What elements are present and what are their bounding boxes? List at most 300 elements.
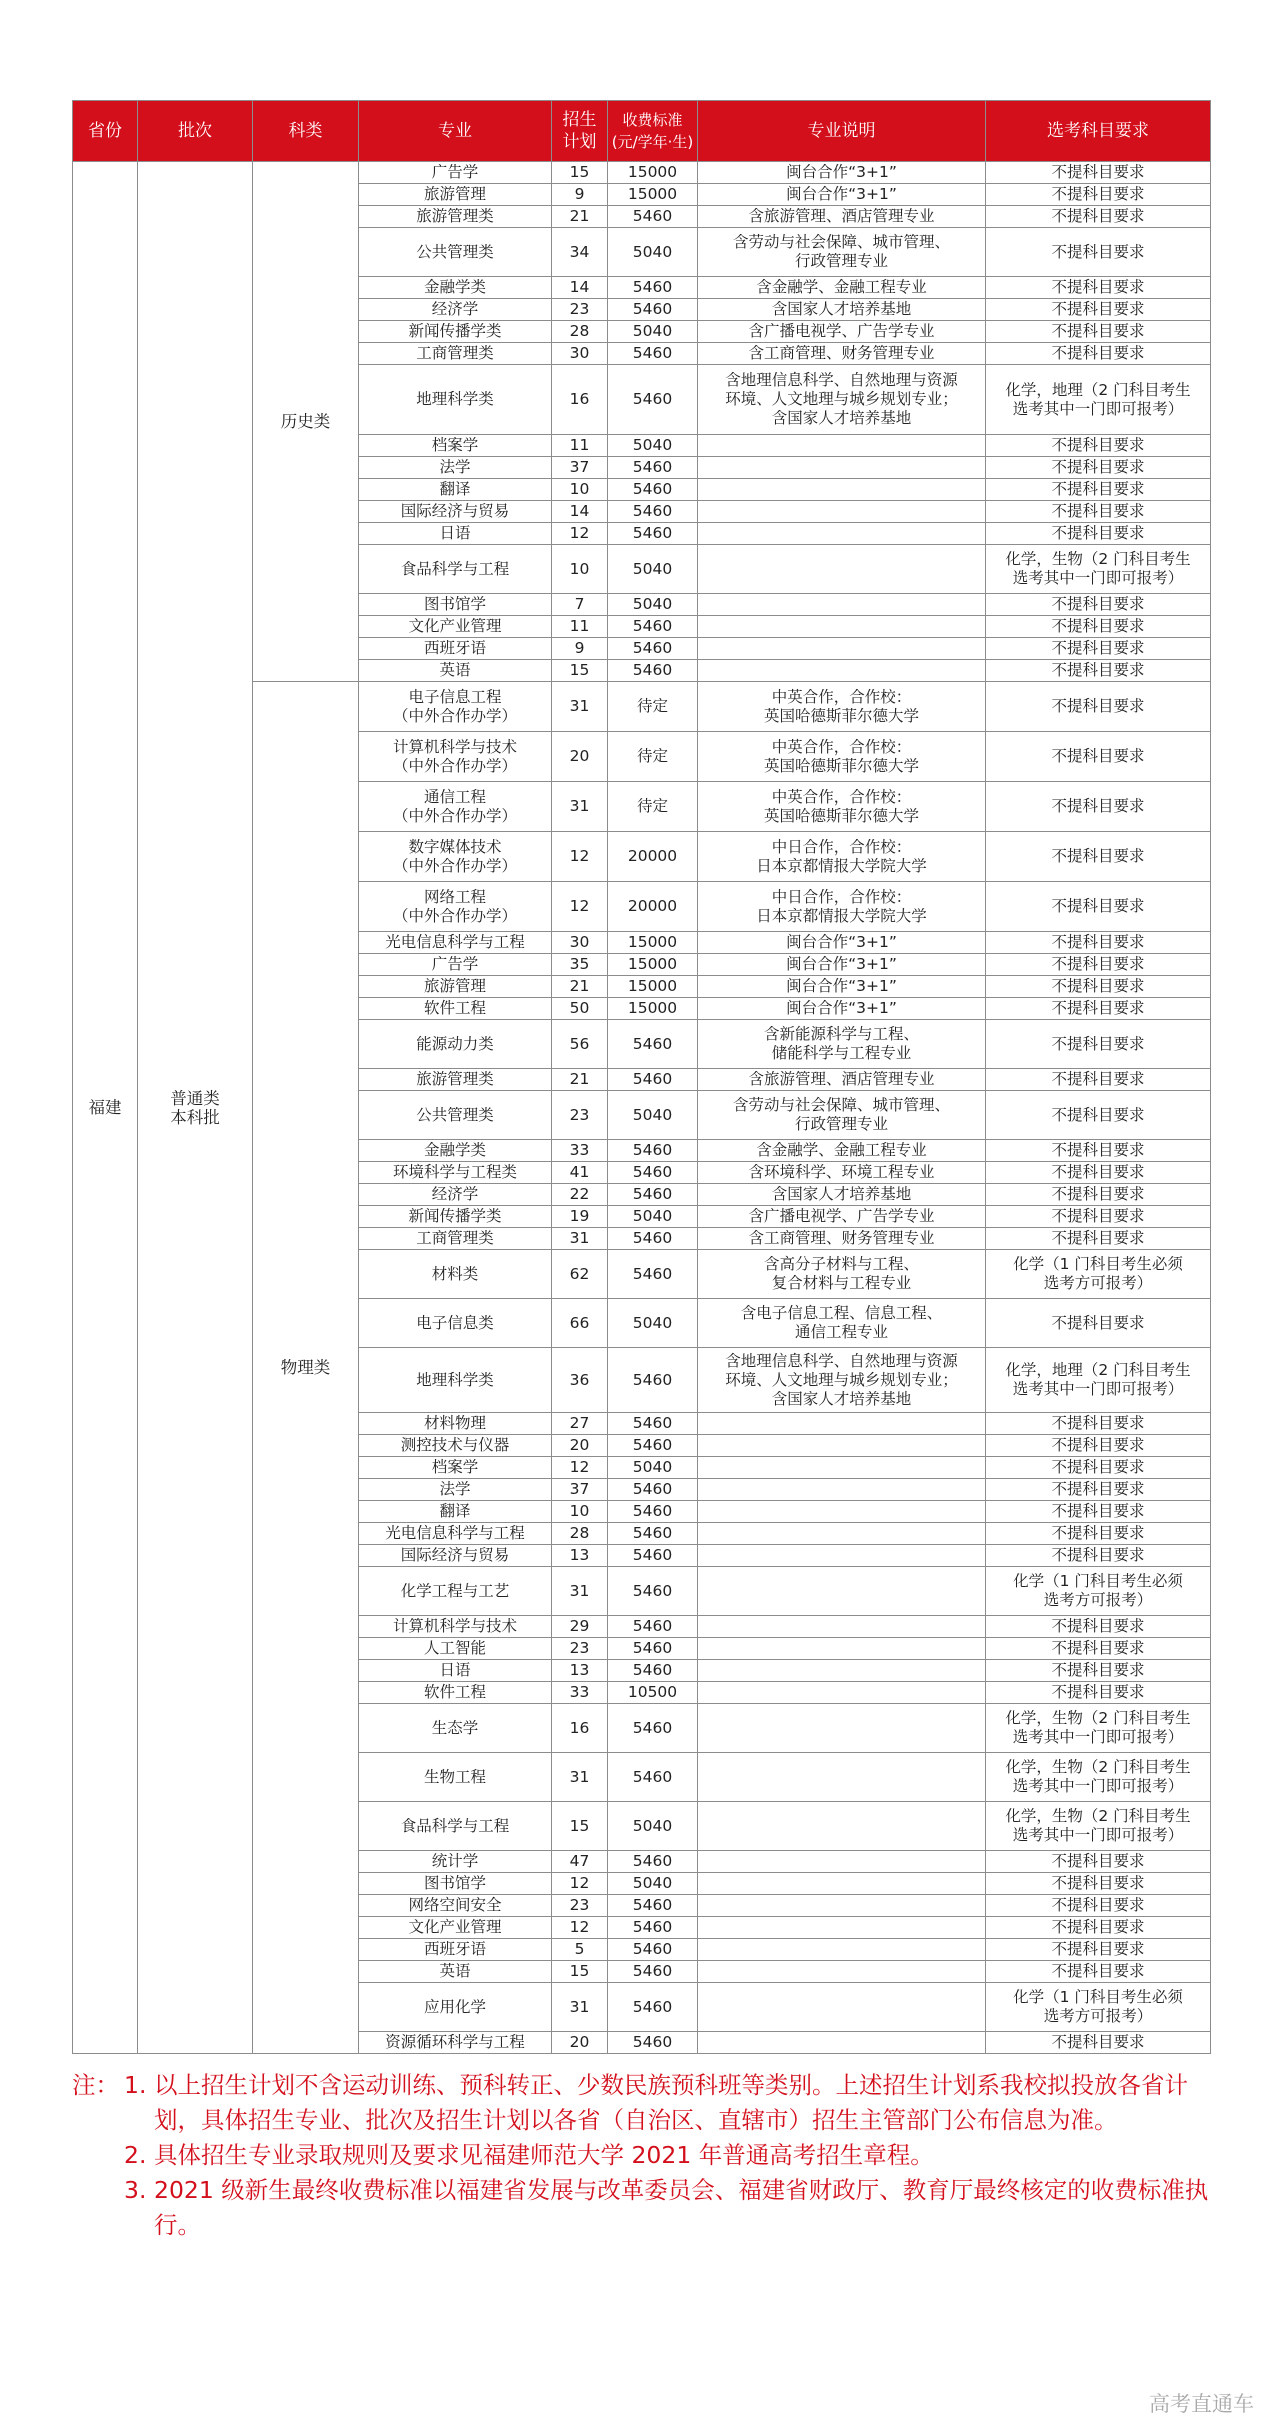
fee-cell: 5460	[608, 299, 698, 321]
fee-cell: 5040	[608, 1873, 698, 1895]
fee-cell: 5460	[608, 1704, 698, 1753]
subject-requirement-cell: 不提科目要求	[986, 1162, 1211, 1184]
header-major-note: 专业说明	[698, 101, 986, 162]
plan-cell: 34	[552, 228, 608, 277]
plan-cell: 27	[552, 1413, 608, 1435]
subject-requirement-cell: 不提科目要求	[986, 954, 1211, 976]
plan-cell: 47	[552, 1851, 608, 1873]
fee-cell: 5460	[608, 501, 698, 523]
subject-requirement-cell: 化学，地理（2 门科目考生 选考其中一门即可报考）	[986, 1348, 1211, 1413]
major-cell: 日语	[359, 523, 552, 545]
major-cell: 公共管理类	[359, 1091, 552, 1140]
plan-cell: 10	[552, 545, 608, 594]
major-note-cell	[698, 1753, 986, 1802]
plan-cell: 5	[552, 1939, 608, 1961]
major-note-cell: 含工商管理、财务管理专业	[698, 1228, 986, 1250]
plan-cell: 31	[552, 1753, 608, 1802]
major-note-cell	[698, 1917, 986, 1939]
major-note-cell	[698, 660, 986, 682]
major-cell: 新闻传播学类	[359, 1206, 552, 1228]
header-batch: 批次	[138, 101, 253, 162]
subject-requirement-cell: 不提科目要求	[986, 1091, 1211, 1140]
subject-requirement-cell: 不提科目要求	[986, 1851, 1211, 1873]
fee-cell: 待定	[608, 682, 698, 732]
major-note-cell: 含劳动与社会保障、城市管理、 行政管理专业	[698, 1091, 986, 1140]
fee-cell: 5460	[608, 1851, 698, 1873]
plan-cell: 19	[552, 1206, 608, 1228]
header-subject-requirement: 选考科目要求	[986, 101, 1211, 162]
fee-cell: 5040	[608, 594, 698, 616]
major-note-cell: 含高分子材料与工程、 复合材料与工程专业	[698, 1250, 986, 1299]
major-cell: 档案学	[359, 1457, 552, 1479]
major-note-cell	[698, 616, 986, 638]
subject-requirement-cell: 不提科目要求	[986, 1660, 1211, 1682]
major-cell: 计算机科学与技术	[359, 1616, 552, 1638]
major-cell: 食品科学与工程	[359, 1802, 552, 1851]
fee-cell: 15000	[608, 954, 698, 976]
subject-requirement-cell: 不提科目要求	[986, 1939, 1211, 1961]
plan-cell: 33	[552, 1682, 608, 1704]
subject-requirement-cell: 不提科目要求	[986, 1682, 1211, 1704]
major-note-cell	[698, 1545, 986, 1567]
plan-cell: 13	[552, 1545, 608, 1567]
fee-cell: 5460	[608, 1983, 698, 2032]
batch-cell: 普通类 本科批	[138, 162, 253, 2054]
plan-cell: 21	[552, 976, 608, 998]
plan-cell: 33	[552, 1140, 608, 1162]
plan-cell: 7	[552, 594, 608, 616]
major-note-cell: 含国家人才培养基地	[698, 299, 986, 321]
major-note-cell	[698, 1682, 986, 1704]
major-note-cell: 含新能源科学与工程、 储能科学与工程专业	[698, 1020, 986, 1069]
subject-requirement-cell: 不提科目要求	[986, 1206, 1211, 1228]
major-note-cell: 含旅游管理、酒店管理专业	[698, 206, 986, 228]
plan-cell: 15	[552, 1961, 608, 1983]
plan-cell: 23	[552, 1638, 608, 1660]
plan-cell: 21	[552, 206, 608, 228]
plan-cell: 35	[552, 954, 608, 976]
major-cell: 翻译	[359, 1501, 552, 1523]
subject-requirement-cell: 不提科目要求	[986, 976, 1211, 998]
subject-requirement-cell: 化学（1 门科目考生必须 选考方可报考）	[986, 1250, 1211, 1299]
major-cell: 西班牙语	[359, 638, 552, 660]
major-note-cell	[698, 501, 986, 523]
plan-cell: 11	[552, 435, 608, 457]
major-cell: 电子信息工程 （中外合作办学）	[359, 682, 552, 732]
subject-requirement-cell: 不提科目要求	[986, 616, 1211, 638]
major-note-cell	[698, 1616, 986, 1638]
major-note-cell: 含国家人才培养基地	[698, 1184, 986, 1206]
major-note-cell: 闽台合作“3+1”	[698, 976, 986, 998]
subject-requirement-cell: 不提科目要求	[986, 882, 1211, 932]
fee-cell: 5460	[608, 1479, 698, 1501]
major-cell: 计算机科学与技术 （中外合作办学）	[359, 732, 552, 782]
subject-requirement-cell: 不提科目要求	[986, 2032, 1211, 2054]
footnote-text: 以上招生计划不含运动训练、预科转正、少数民族预科班等类别。上述招生计划系我校拟投放各省计划，具体招生专业、批次及招生计划以各省（自治区、直辖市）招生主管部门公布信息为准。	[154, 2071, 1188, 2134]
fee-cell: 待定	[608, 732, 698, 782]
plan-cell: 31	[552, 1983, 608, 2032]
subject-requirement-cell: 不提科目要求	[986, 501, 1211, 523]
major-cell: 图书馆学	[359, 594, 552, 616]
plan-cell: 56	[552, 1020, 608, 1069]
fee-cell: 5460	[608, 206, 698, 228]
major-cell: 旅游管理	[359, 976, 552, 998]
major-cell: 图书馆学	[359, 1873, 552, 1895]
fee-cell: 5460	[608, 1616, 698, 1638]
fee-cell: 15000	[608, 162, 698, 184]
plan-cell: 37	[552, 1479, 608, 1501]
subject-requirement-cell: 不提科目要求	[986, 206, 1211, 228]
province-cell: 福建	[73, 162, 138, 2054]
major-cell: 工商管理类	[359, 1228, 552, 1250]
subject-requirement-cell: 不提科目要求	[986, 932, 1211, 954]
plan-cell: 20	[552, 1435, 608, 1457]
fee-cell: 5460	[608, 1567, 698, 1616]
fee-cell: 5460	[608, 1069, 698, 1091]
fee-cell: 5460	[608, 1184, 698, 1206]
major-cell: 资源循环科学与工程	[359, 2032, 552, 2054]
fee-cell: 5460	[608, 616, 698, 638]
plan-cell: 13	[552, 1660, 608, 1682]
subject-requirement-cell: 不提科目要求	[986, 782, 1211, 832]
table-row	[73, 162, 1211, 184]
major-cell: 网络工程 （中外合作办学）	[359, 882, 552, 932]
subject-requirement-cell: 不提科目要求	[986, 228, 1211, 277]
subject-requirement-cell: 不提科目要求	[986, 1638, 1211, 1660]
major-note-cell	[698, 1457, 986, 1479]
major-note-cell: 含旅游管理、酒店管理专业	[698, 1069, 986, 1091]
fee-cell: 15000	[608, 932, 698, 954]
fee-cell: 5040	[608, 1206, 698, 1228]
major-note-cell	[698, 2032, 986, 2054]
major-cell: 西班牙语	[359, 1939, 552, 1961]
subject-requirement-cell: 不提科目要求	[986, 1917, 1211, 1939]
subject-requirement-cell: 不提科目要求	[986, 299, 1211, 321]
fee-cell: 5460	[608, 523, 698, 545]
subject-requirement-cell: 不提科目要求	[986, 1479, 1211, 1501]
subject-requirement-cell: 化学，生物（2 门科目考生 选考其中一门即可报考）	[986, 545, 1211, 594]
fee-cell: 待定	[608, 782, 698, 832]
fee-cell: 5460	[608, 457, 698, 479]
subject-requirement-cell: 不提科目要求	[986, 998, 1211, 1020]
subject-requirement-cell: 化学，生物（2 门科目考生 选考其中一门即可报考）	[986, 1704, 1211, 1753]
subject-requirement-cell: 不提科目要求	[986, 660, 1211, 682]
category-cell: 物理类	[253, 682, 359, 2054]
subject-requirement-cell: 不提科目要求	[986, 594, 1211, 616]
subject-requirement-cell: 不提科目要求	[986, 1228, 1211, 1250]
fee-cell: 20000	[608, 882, 698, 932]
major-cell: 电子信息类	[359, 1299, 552, 1348]
category-cell: 历史类	[253, 162, 359, 682]
major-note-cell	[698, 435, 986, 457]
plan-cell: 31	[552, 782, 608, 832]
subject-requirement-cell: 不提科目要求	[986, 1501, 1211, 1523]
subject-requirement-cell: 化学（1 门科目考生必须 选考方可报考）	[986, 1983, 1211, 2032]
fee-cell: 15000	[608, 998, 698, 1020]
plan-cell: 12	[552, 523, 608, 545]
major-cell: 数字媒体技术 （中外合作办学）	[359, 832, 552, 882]
major-note-cell: 含地理信息科学、自然地理与资源 环境、人文地理与城乡规划专业； 含国家人才培养基地	[698, 365, 986, 435]
fee-cell: 5040	[608, 435, 698, 457]
major-cell: 广告学	[359, 954, 552, 976]
header-plan: 招生 计划	[552, 101, 608, 162]
subject-requirement-cell: 不提科目要求	[986, 457, 1211, 479]
watermark: 高考直通车	[1149, 2392, 1254, 2416]
plan-cell: 31	[552, 1228, 608, 1250]
major-note-cell: 闽台合作“3+1”	[698, 998, 986, 1020]
major-note-cell: 含地理信息科学、自然地理与资源 环境、人文地理与城乡规划专业； 含国家人才培养基地	[698, 1348, 986, 1413]
fee-cell: 5460	[608, 1660, 698, 1682]
fee-cell: 10500	[608, 1682, 698, 1704]
major-cell: 英语	[359, 660, 552, 682]
major-note-cell	[698, 1413, 986, 1435]
footnote-number: 3.	[124, 2176, 147, 2204]
fee-cell: 5460	[608, 1228, 698, 1250]
header-province: 省份	[73, 101, 138, 162]
major-cell: 能源动力类	[359, 1020, 552, 1069]
plan-cell: 23	[552, 1091, 608, 1140]
major-cell: 金融学类	[359, 277, 552, 299]
fee-cell: 5040	[608, 1802, 698, 1851]
fee-cell: 5460	[608, 1348, 698, 1413]
fee-cell: 5460	[608, 2032, 698, 2054]
fee-cell: 5460	[608, 1638, 698, 1660]
footnote-text: 2021 级新生最终收费标准以福建省发展与改革委员会、福建省财政厅、教育厅最终核定的收费标准执行。	[154, 2176, 1209, 2239]
major-note-cell	[698, 1523, 986, 1545]
major-cell: 化学工程与工艺	[359, 1567, 552, 1616]
major-note-cell	[698, 1873, 986, 1895]
subject-requirement-cell: 不提科目要求	[986, 277, 1211, 299]
plan-cell: 12	[552, 882, 608, 932]
fee-cell: 5040	[608, 1457, 698, 1479]
major-note-cell: 中日合作，合作校： 日本京都情报大学院大学	[698, 882, 986, 932]
major-note-cell	[698, 1479, 986, 1501]
fee-cell: 5460	[608, 1917, 698, 1939]
major-cell: 旅游管理类	[359, 206, 552, 228]
header-fee: 收费标准 (元/学年·生)	[608, 101, 698, 162]
fee-cell: 5460	[608, 660, 698, 682]
major-note-cell	[698, 1851, 986, 1873]
plan-cell: 9	[552, 184, 608, 206]
major-cell: 工商管理类	[359, 343, 552, 365]
major-note-cell	[698, 1704, 986, 1753]
plan-cell: 15	[552, 162, 608, 184]
plan-cell: 10	[552, 1501, 608, 1523]
major-cell: 文化产业管理	[359, 616, 552, 638]
subject-requirement-cell: 不提科目要求	[986, 479, 1211, 501]
fee-cell: 5040	[608, 545, 698, 594]
plan-cell: 15	[552, 1802, 608, 1851]
subject-requirement-cell: 不提科目要求	[986, 162, 1211, 184]
subject-requirement-cell: 不提科目要求	[986, 1873, 1211, 1895]
plan-cell: 20	[552, 2032, 608, 2054]
fee-cell: 5040	[608, 1091, 698, 1140]
fee-cell: 5460	[608, 1753, 698, 1802]
major-note-cell	[698, 1983, 986, 2032]
footnote-1	[72, 2068, 1212, 2138]
plan-cell: 16	[552, 365, 608, 435]
subject-requirement-cell: 化学（1 门科目考生必须 选考方可报考）	[986, 1567, 1211, 1616]
major-cell: 广告学	[359, 162, 552, 184]
fee-cell: 5460	[608, 1939, 698, 1961]
plan-cell: 20	[552, 732, 608, 782]
fee-cell: 5460	[608, 1020, 698, 1069]
admission-plan-table	[72, 100, 1211, 2054]
footnote-number: 2.	[124, 2141, 147, 2169]
subject-requirement-cell: 不提科目要求	[986, 1069, 1211, 1091]
major-note-cell: 含广播电视学、广告学专业	[698, 321, 986, 343]
plan-cell: 12	[552, 832, 608, 882]
plan-cell: 29	[552, 1616, 608, 1638]
major-note-cell	[698, 1435, 986, 1457]
major-cell: 材料物理	[359, 1413, 552, 1435]
major-note-cell: 含环境科学、环境工程专业	[698, 1162, 986, 1184]
plan-cell: 30	[552, 343, 608, 365]
plan-cell: 10	[552, 479, 608, 501]
major-note-cell: 含劳动与社会保障、城市管理、 行政管理专业	[698, 228, 986, 277]
subject-requirement-cell: 不提科目要求	[986, 435, 1211, 457]
footnote-number: 1.	[124, 2071, 147, 2099]
fee-cell: 20000	[608, 832, 698, 882]
major-note-cell: 闽台合作“3+1”	[698, 162, 986, 184]
major-note-cell: 含电子信息工程、信息工程、 通信工程专业	[698, 1299, 986, 1348]
major-note-cell	[698, 1501, 986, 1523]
plan-cell: 62	[552, 1250, 608, 1299]
plan-cell: 28	[552, 1523, 608, 1545]
subject-requirement-cell: 不提科目要求	[986, 1961, 1211, 1983]
major-cell: 材料类	[359, 1250, 552, 1299]
major-note-cell: 中英合作，合作校： 英国哈德斯菲尔德大学	[698, 682, 986, 732]
major-cell: 国际经济与贸易	[359, 1545, 552, 1567]
major-note-cell	[698, 1638, 986, 1660]
major-note-cell: 含金融学、金融工程专业	[698, 1140, 986, 1162]
major-cell: 环境科学与工程类	[359, 1162, 552, 1184]
plan-cell: 41	[552, 1162, 608, 1184]
major-note-cell	[698, 1660, 986, 1682]
major-note-cell	[698, 1567, 986, 1616]
subject-requirement-cell: 不提科目要求	[986, 343, 1211, 365]
fee-cell: 5460	[608, 1435, 698, 1457]
plan-cell: 15	[552, 660, 608, 682]
major-note-cell: 中日合作，合作校： 日本京都情报大学院大学	[698, 832, 986, 882]
major-cell: 光电信息科学与工程	[359, 1523, 552, 1545]
plan-cell: 11	[552, 616, 608, 638]
subject-requirement-cell: 不提科目要求	[986, 1616, 1211, 1638]
major-cell: 测控技术与仪器	[359, 1435, 552, 1457]
table-body	[73, 162, 1211, 2054]
footnote-text: 具体招生专业录取规则及要求见福建师范大学 2021 年普通高考招生章程。	[154, 2141, 934, 2169]
major-note-cell: 中英合作，合作校： 英国哈德斯菲尔德大学	[698, 782, 986, 832]
fee-cell: 5460	[608, 1250, 698, 1299]
footnote-label: 注：	[72, 2071, 119, 2099]
subject-requirement-cell: 不提科目要求	[986, 1435, 1211, 1457]
footnote-2	[72, 2138, 1212, 2173]
major-note-cell	[698, 457, 986, 479]
major-note-cell	[698, 1939, 986, 1961]
major-note-cell: 闽台合作“3+1”	[698, 954, 986, 976]
major-cell: 应用化学	[359, 1983, 552, 2032]
major-note-cell: 闽台合作“3+1”	[698, 932, 986, 954]
major-cell: 新闻传播学类	[359, 321, 552, 343]
subject-requirement-cell: 化学，生物（2 门科目考生 选考其中一门即可报考）	[986, 1802, 1211, 1851]
major-cell: 公共管理类	[359, 228, 552, 277]
plan-cell: 22	[552, 1184, 608, 1206]
major-cell: 地理科学类	[359, 365, 552, 435]
major-note-cell	[698, 1961, 986, 1983]
major-note-cell	[698, 545, 986, 594]
major-note-cell	[698, 523, 986, 545]
plan-cell: 9	[552, 638, 608, 660]
major-cell: 法学	[359, 457, 552, 479]
fee-cell: 5460	[608, 1140, 698, 1162]
fee-cell: 5460	[608, 1961, 698, 1983]
major-cell: 软件工程	[359, 998, 552, 1020]
fee-cell: 5460	[608, 1162, 698, 1184]
fee-cell: 5460	[608, 343, 698, 365]
header-category: 科类	[253, 101, 359, 162]
major-note-cell	[698, 1895, 986, 1917]
plan-cell: 16	[552, 1704, 608, 1753]
major-note-cell	[698, 479, 986, 501]
major-cell: 通信工程 （中外合作办学）	[359, 782, 552, 832]
major-cell: 软件工程	[359, 1682, 552, 1704]
major-cell: 网络空间安全	[359, 1895, 552, 1917]
plan-cell: 14	[552, 501, 608, 523]
major-note-cell: 含工商管理、财务管理专业	[698, 343, 986, 365]
fee-cell: 5040	[608, 321, 698, 343]
plan-cell: 21	[552, 1069, 608, 1091]
plan-cell: 12	[552, 1917, 608, 1939]
major-cell: 经济学	[359, 299, 552, 321]
fee-cell: 15000	[608, 184, 698, 206]
major-cell: 档案学	[359, 435, 552, 457]
subject-requirement-cell: 不提科目要求	[986, 1523, 1211, 1545]
major-note-cell: 中英合作，合作校： 英国哈德斯菲尔德大学	[698, 732, 986, 782]
plan-cell: 23	[552, 299, 608, 321]
fee-cell: 5460	[608, 277, 698, 299]
subject-requirement-cell: 不提科目要求	[986, 1545, 1211, 1567]
subject-requirement-cell: 化学，地理（2 门科目考生 选考其中一门即可报考）	[986, 365, 1211, 435]
table-header-row	[73, 101, 1211, 162]
plan-cell: 37	[552, 457, 608, 479]
plan-cell: 31	[552, 682, 608, 732]
subject-requirement-cell: 不提科目要求	[986, 732, 1211, 782]
header-major: 专业	[359, 101, 552, 162]
major-note-cell: 含金融学、金融工程专业	[698, 277, 986, 299]
major-note-cell: 闽台合作“3+1”	[698, 184, 986, 206]
major-cell: 旅游管理类	[359, 1069, 552, 1091]
plan-cell: 23	[552, 1895, 608, 1917]
major-note-cell	[698, 638, 986, 660]
subject-requirement-cell: 不提科目要求	[986, 321, 1211, 343]
subject-requirement-cell: 不提科目要求	[986, 682, 1211, 732]
major-cell: 翻译	[359, 479, 552, 501]
footnotes	[72, 2068, 1212, 2243]
major-cell: 英语	[359, 1961, 552, 1983]
fee-cell: 5460	[608, 479, 698, 501]
major-note-cell	[698, 1802, 986, 1851]
major-cell: 国际经济与贸易	[359, 501, 552, 523]
plan-cell: 36	[552, 1348, 608, 1413]
plan-cell: 12	[552, 1873, 608, 1895]
plan-cell: 30	[552, 932, 608, 954]
subject-requirement-cell: 不提科目要求	[986, 1299, 1211, 1348]
plan-cell: 28	[552, 321, 608, 343]
fee-cell: 5460	[608, 1413, 698, 1435]
major-cell: 金融学类	[359, 1140, 552, 1162]
major-note-cell: 含广播电视学、广告学专业	[698, 1206, 986, 1228]
subject-requirement-cell: 不提科目要求	[986, 1184, 1211, 1206]
